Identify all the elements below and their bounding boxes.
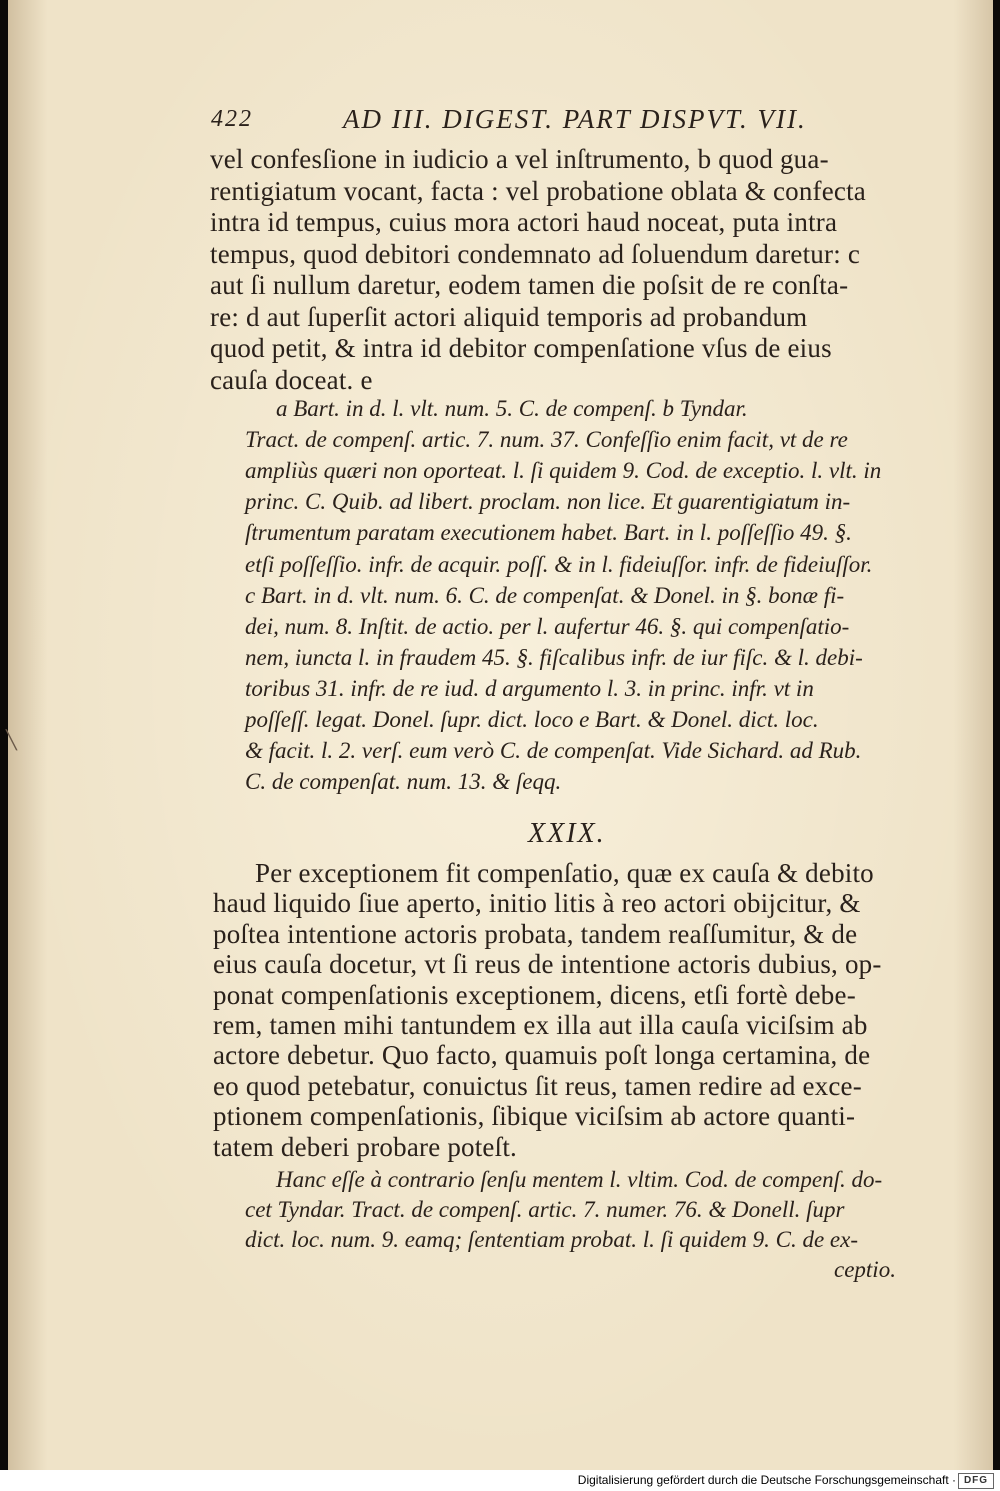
note-line: Tract. de compenſ. artic. 7. num. 37. Confeſſio enim facit, vt de re <box>245 427 848 453</box>
text-line: eo quod petebatur, conuictus ſit reus, tamen redire ad exce- <box>213 1070 862 1101</box>
note-line: princ. C. Quib. ad libert. proclam. non lice. Et guarentigiatum in- <box>245 489 851 515</box>
footer-bar <box>0 1470 1000 1491</box>
note-line: ſtrumentum paratam executionem habet. Bart. in l. poſſeſſio 49. §. <box>245 520 852 546</box>
commentary-line: cet Tyndar. Tract. de compenſ. artic. 7. numer. 76. & Donell. ſupr <box>245 1197 845 1222</box>
note-line: poſſeſſ. legat. Donel. ſupr. dict. loco e Bart. & Donel. dict. loc. <box>245 707 819 732</box>
text-line: haud liquido ſiue aperto, initio litis à reo actori obijcitur, & <box>213 888 861 919</box>
note-line: a Bart. in d. l. vlt. num. 5. C. de compenſ. b Tyndar. <box>276 396 748 421</box>
note-line: C. de compenſat. num. 13. & ſeqq. <box>245 769 562 795</box>
margin-mark: ╲ <box>6 730 17 750</box>
text-line: intra id tempus, cuius mora actori haud noceat, puta intra <box>210 207 838 237</box>
text-line: ptionem compenſationis, ſibique viciſsim ab actore quanti- <box>213 1101 856 1132</box>
text-line: eius cauſa docetur, vt ſi reus de intentione actoris dubius, op- <box>213 949 882 980</box>
running-title: AD III. DIGEST. PART DISPVT. VII. <box>343 104 807 134</box>
text-line: Per exceptionem fit compenſatio, quæ ex cauſa & debito <box>255 858 874 888</box>
text-line: re: d aut ſuperſit actori aliquid temporis ad probandum <box>210 301 808 332</box>
note-line: dei, num. 8. Inſtit. de actio. per l. aufertur 46. §. qui compenſatio- <box>245 613 850 639</box>
page-number: 422 <box>211 106 253 132</box>
commentary-line: dict. loc. num. 9. eamq; ſententiam probat. l. ſi quidem 9. C. de ex- <box>245 1227 859 1252</box>
text-line: tempus, quod debitori condemnato ad ſoluendum daretur: c <box>210 238 861 269</box>
text-line: ponat compenſationis exceptionem, dicens, etſi fortè debe- <box>213 979 856 1010</box>
note-line: ampliùs quæri non oporteat. l. ſi quidem 9. Cod. de exceptio. l. vlt. in <box>245 458 882 484</box>
text-line: aut ſi nullum daretur, eodem tamen die poſsit de re conſta- <box>210 270 849 300</box>
text-line: cauſa doceat. e <box>210 364 373 395</box>
text-line: rentigiatum vocant, facta : vel probatione oblata & confecta <box>210 175 866 206</box>
text-line: actore debetur. Quo facto, quamuis poſt longa certamina, de <box>213 1040 871 1071</box>
note-line: & facit. l. 2. verſ. eum verò C. de compenſat. Vide Sichard. ad Rub. <box>245 738 862 764</box>
note-line: nem, iuncta l. in fraudem 45. §. fiſcalibus infr. de iur fiſc. & l. debi- <box>245 644 863 670</box>
book-page <box>8 0 993 1470</box>
commentary-line: Hanc eſſe à contrario ſenſu mentem l. vltim. Cod. de compenſ. do- <box>276 1167 883 1192</box>
text-line: vel confesſione in iudicio a vel inſtrumento, b quod gua- <box>210 144 829 174</box>
text-line: quod petit, & intra id debitor compenſatione vſus de eius <box>210 333 832 363</box>
note-line: c Bart. in d. vlt. num. 6. C. de compenſat. & Donel. in §. bonæ fi- <box>245 582 845 608</box>
text-line: poſtea intentione actoris probata, tandem reaſſumitur, & de <box>213 918 858 949</box>
note-line: etſi poſſeſſio. infr. de acquir. poſſ. & in l. fideiuſſor. infr. de fideiuſſor. <box>245 551 873 577</box>
commentary-line: ceptio. <box>834 1257 896 1282</box>
text-line: tatem deberi probare poteſt. <box>213 1131 517 1162</box>
section-heading: XXIX. <box>528 818 606 849</box>
funding-notice: Digitalisierung gefördert durch die Deutsche Forschungsgemeinschaft · <box>577 1473 956 1487</box>
note-line: toribus 31. infr. de re iud. d argumento l. 3. in princ. infr. vt in <box>245 675 814 701</box>
text-line: rem, tamen mihi tantundem ex illa aut illa cauſa viciſsim ab <box>213 1010 868 1040</box>
dfg-logo-icon: DFG <box>958 1473 994 1489</box>
